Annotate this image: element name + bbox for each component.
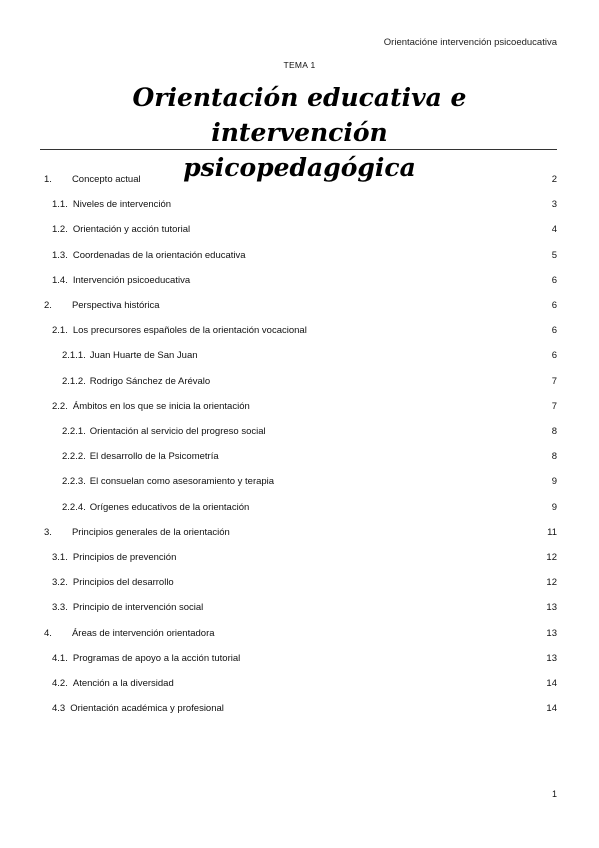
toc-entry-label	[44, 525, 230, 541]
toc-entry[interactable]	[40, 550, 557, 566]
toc-entry[interactable]	[40, 651, 557, 667]
toc-entry[interactable]	[40, 424, 557, 440]
toc-entry-page: 8	[551, 451, 557, 463]
toc-entry-number: 2.1.2.	[62, 375, 86, 387]
toc-entry-number: 1.4.	[52, 274, 68, 286]
toc-entry-title: El consuelan como asesoramiento y terapia	[89, 476, 275, 488]
toc-entry-page: 4	[551, 224, 557, 236]
toc-entry-page: 6	[551, 300, 557, 311]
toc-entry-title: Principios generales de la orientación	[71, 526, 230, 538]
toc-entry-number: 3.3.	[52, 602, 68, 614]
toc-entry-page: 14	[546, 703, 557, 715]
toc-entry-page: 14	[546, 678, 557, 689]
toc-entry-page: 3	[551, 199, 557, 211]
toc-entry-page: 6	[551, 350, 557, 362]
toc-entry-label	[52, 399, 250, 415]
document-title	[40, 80, 559, 185]
toc-entry-page: 12	[546, 577, 557, 589]
toc-entry[interactable]	[40, 449, 557, 465]
toc-entry[interactable]	[40, 575, 557, 591]
toc-entry-label	[52, 273, 190, 289]
toc-entry[interactable]	[40, 626, 557, 642]
toc-entry-title: Programas de apoyo a la acción tutorial	[72, 652, 241, 664]
toc-entry-label	[62, 374, 210, 390]
title-divider	[40, 149, 557, 150]
toc-entry-number: 1.1.	[52, 199, 68, 211]
toc-entry-page: 11	[547, 526, 557, 538]
toc-entry-label	[52, 248, 246, 264]
toc-entry[interactable]	[40, 273, 557, 289]
toc-entry-title: Juan Huarte de San Juan	[89, 350, 198, 362]
toc-entry-label	[62, 474, 274, 490]
toc-entry[interactable]	[40, 222, 557, 238]
toc-entry-title: Principios de prevención	[72, 552, 177, 563]
toc-entry-label	[62, 348, 198, 364]
toc-entry[interactable]	[40, 676, 557, 692]
toc-entry-title: Coordenadas de la orientación educativa	[72, 249, 246, 261]
toc-entry-number: 2.1.	[52, 325, 68, 337]
toc-entry-page: 13	[546, 602, 557, 614]
toc-entry[interactable]	[40, 172, 557, 188]
toc-entry[interactable]	[40, 474, 557, 490]
toc-entry-page: 6	[551, 274, 557, 286]
toc-entry-number: 2.2.	[52, 400, 68, 412]
toc-entry-number: 2.2.3.	[62, 476, 86, 488]
toc-entry-page: 8	[551, 426, 557, 437]
toc-entry-title: Intervención psicoeducativa	[72, 274, 191, 286]
toc-entry-number: 4.1.	[52, 652, 68, 664]
toc-entry-page: 9	[551, 476, 557, 488]
toc-entry-label	[52, 197, 171, 213]
toc-entry[interactable]	[40, 248, 557, 264]
toc-entry-label	[62, 449, 219, 465]
toc-entry-number: 1.3.	[52, 249, 68, 261]
toc-entry-page: 5	[551, 249, 557, 261]
toc-entry-page: 13	[546, 652, 557, 664]
toc-entry-title: Principios del desarrollo	[72, 577, 174, 589]
toc-entry-number: 4.3	[52, 703, 66, 715]
toc-entry-page: 12	[546, 552, 557, 563]
toc-entry[interactable]	[40, 500, 557, 516]
toc-entry-label	[44, 298, 160, 314]
toc-entry-title: Ámbitos en los que se inicia la orientación	[72, 400, 250, 412]
toc-entry-label	[52, 676, 174, 692]
title-line-1: Orientación educativa e intervención	[132, 83, 467, 147]
toc-entry-number: 2.2.1.	[62, 426, 86, 437]
toc-entry-number: 4.	[44, 627, 52, 639]
toc-entry-title: Los precursores españoles de la orientación vocacional	[72, 325, 307, 337]
toc-entry-number: 2.2.2.	[62, 451, 86, 463]
toc-entry-number: 2.2.4.	[62, 501, 86, 513]
toc-entry[interactable]	[40, 348, 557, 364]
toc-entry-label	[52, 701, 224, 717]
toc-entry[interactable]	[40, 197, 557, 213]
toc-entry-label	[52, 550, 176, 566]
toc-entry-number: 4.2.	[52, 678, 68, 689]
toc-entry-label	[52, 600, 203, 616]
toc-entry-label	[52, 575, 174, 591]
toc-entry-number: 2.	[44, 300, 52, 311]
toc-entry-title: Orígenes educativos de la orientación	[89, 501, 250, 513]
toc-entry-number: 1.	[44, 174, 52, 185]
toc-entry[interactable]	[40, 374, 557, 390]
toc-entry[interactable]	[40, 298, 557, 314]
toc-entry-title: Perspectiva histórica	[71, 300, 160, 311]
toc-entry-page: 9	[551, 501, 557, 513]
toc-entry-title: Concepto actual	[71, 174, 141, 185]
title-line-2: psicopedagógica	[183, 153, 416, 182]
toc-entry-number: 3.	[44, 526, 52, 538]
toc-entry-page: 13	[546, 627, 557, 639]
toc-entry-title: Orientación académica y profesional	[70, 703, 224, 715]
toc-entry-title: Orientación y acción tutorial	[72, 224, 191, 236]
toc-entry-title: Rodrigo Sánchez de Arévalo	[89, 375, 211, 387]
toc-entry-label	[62, 424, 266, 440]
toc-entry-page: 6	[551, 325, 557, 337]
toc-entry-label	[52, 651, 240, 667]
toc-entry-title: Niveles de intervención	[72, 199, 172, 211]
toc-entry[interactable]	[40, 701, 557, 717]
toc-entry-page: 2	[551, 174, 557, 185]
toc-entry[interactable]	[40, 600, 557, 616]
chapter-label: TEMA 1	[283, 60, 316, 70]
toc-entry-label	[44, 626, 215, 642]
toc-entry[interactable]	[40, 323, 557, 339]
toc-entry-number: 1.2.	[52, 224, 68, 236]
toc-entry-label	[52, 323, 307, 339]
toc-entry-title: Atención a la diversidad	[72, 678, 174, 689]
toc-entry-title: El desarrollo de la Psicometría	[89, 451, 219, 463]
toc-entry-label	[52, 222, 190, 238]
toc-entry-page: 7	[551, 375, 557, 387]
toc-entry[interactable]	[40, 399, 557, 415]
toc-entry-number: 2.1.1.	[62, 350, 86, 362]
toc-entry[interactable]	[40, 525, 557, 541]
toc-entry-number: 3.1.	[52, 552, 68, 563]
toc-entry-label	[44, 172, 141, 188]
toc-entry-title: Orientación al servicio del progreso social	[89, 426, 266, 437]
toc-entry-page: 7	[551, 400, 557, 412]
toc-entry-title: Principio de intervención social	[72, 602, 204, 614]
toc-entry-label	[62, 500, 249, 516]
toc-entry-number: 3.2.	[52, 577, 68, 589]
toc-entry-title: Áreas de intervención orientadora	[71, 627, 215, 639]
running-header: Orientacióne intervención psicoeducativa	[383, 37, 557, 48]
page-number: 1	[551, 789, 557, 799]
